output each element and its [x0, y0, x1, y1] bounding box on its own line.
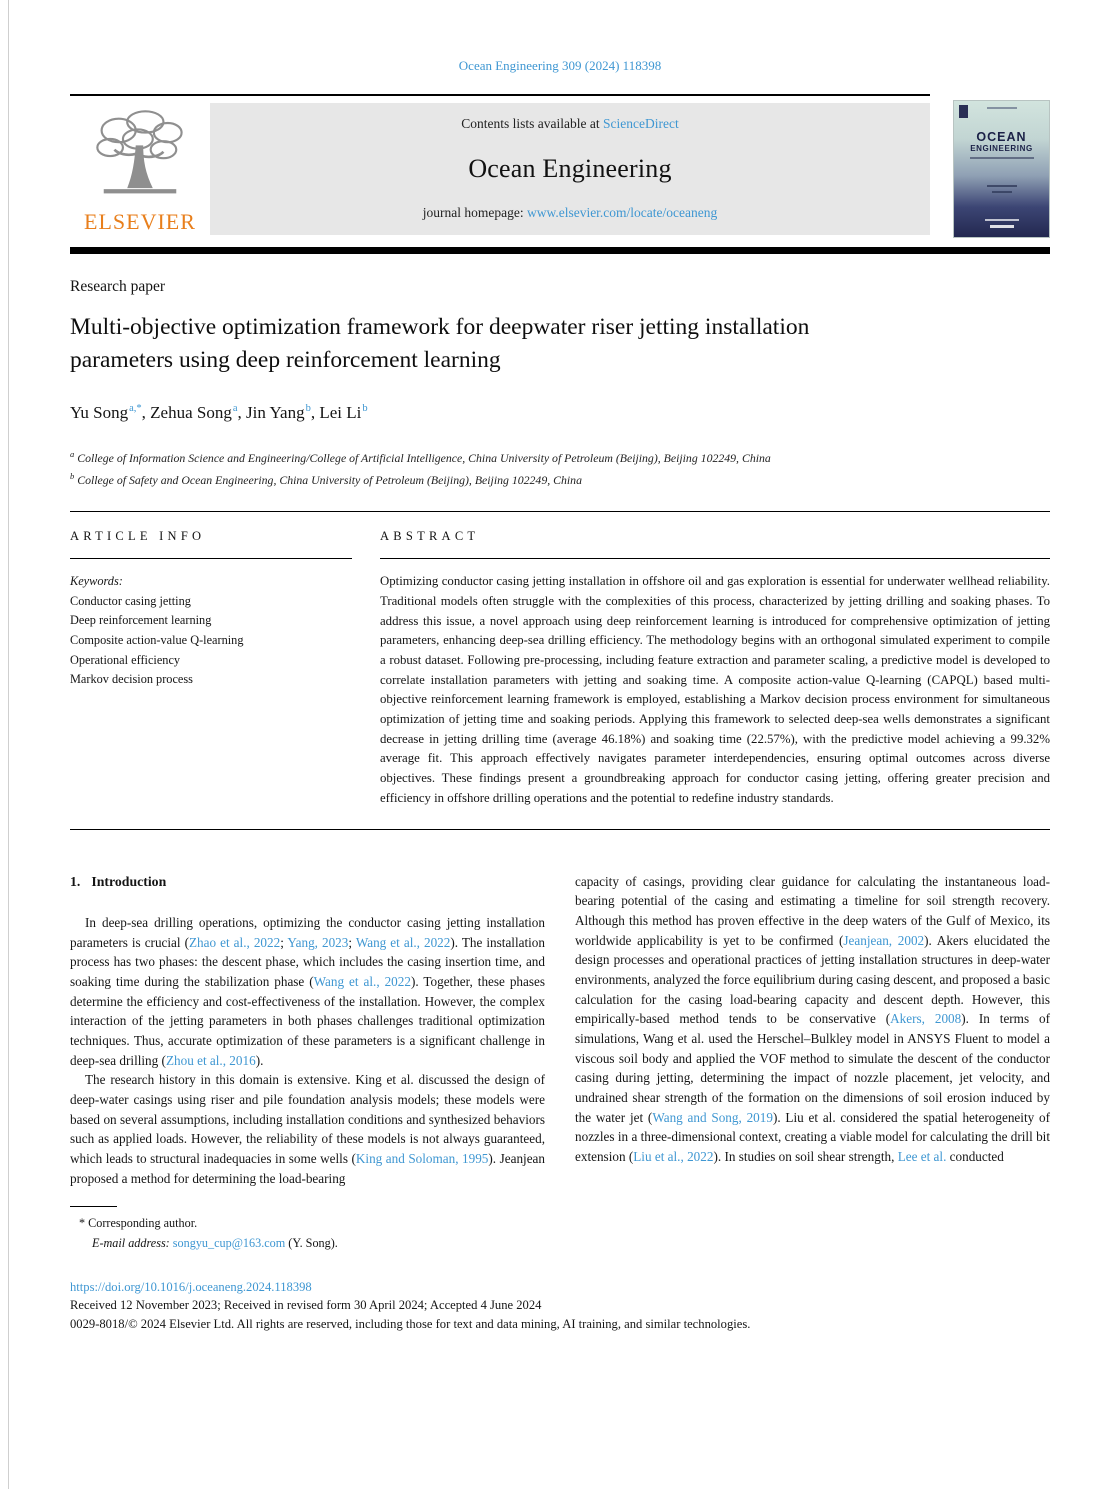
body-column-right [575, 872, 1050, 1189]
citation-link[interactable]: Akers, 2008 [890, 1011, 962, 1027]
doi-link[interactable]: https://doi.org/10.1016/j.oceaneng.2024.118398 [70, 1279, 312, 1294]
citation-link[interactable]: Wang et al., 2022 [313, 974, 411, 990]
citation-link[interactable]: Zhao et al., 2022 [189, 934, 281, 950]
homepage-prefix: journal homepage: [422, 205, 527, 220]
intro-paragraph-1: In deep-sea drilling operations, optimizing the conductor casing jetting installation parameters is crucial (Zhao et al., 2022; Yang, 2023; Wang et al., 2022). The installation process has two phases: the descent phase, which includes the casing insertion time, and soaking time during the stabilization phase (Wang et al., 2022). Together, these phases determine the efficiency and cost-effectiveness of the installation. However, the complex interaction of the jetting parameters in both phases challenges traditional optimization techniques. Thus, accurate optimization of these parameters is a significant challenge in deep-sea drilling (Zhou et al., 2016). [70, 915, 545, 1068]
cover-editor-bar [987, 185, 1017, 187]
journal-cover-thumbnail[interactable] [953, 100, 1050, 238]
citation-link[interactable]: Liu et al., 2022 [633, 1148, 714, 1164]
author-affiliation-ref[interactable]: a,* [129, 403, 142, 415]
footnote-rule [70, 1206, 117, 1207]
footnote-block [70, 1206, 1050, 1253]
affiliation-list [70, 447, 1050, 491]
contents-line [220, 116, 920, 132]
article-title: Multi-objective optimization framework for deepwater riser jetting installation parameters using deep reinforcement learning [70, 314, 810, 373]
article-type-label: Research paper [70, 278, 166, 295]
keyword: Deep reinforcement learning [70, 613, 212, 628]
sciencedirect-link[interactable]: ScienceDirect [603, 116, 679, 131]
intro-paragraph-3: capacity of casings, providing clear guidance for calculating the instantaneous load-bearing potential of the casing and estimating a timeline for soil strength recovery. Although this method has proven effective in the deep waters of the Gulf of Mexico, its worldwide applicability is yet to be confirmed (Jeanjean, 2002). Akers elucidated the design processes and operational practices of jetting installation structures in deep-water environments, analyzed the force equilibrium during casing descent, and proposed a basic calculation for the casing load-bearing capacity and descent depth. However, this empirically-based method tends to be conservative (Akers, 2008). In terms of simulations, Wang et al. used the Herschel–Bulkley model in ANSYS Fluent to model a viscous soil body and applied the VOF method to simulate the descent of the conductor casing during jetting, determining the impact of nozzle placement, jet velocity, and undrained shear strength of the formation on the dimensions of soil erosion induced by the water jet (Wang and Song, 2019). Liu et al. considered the spatial heterogeneity of nozzles in a three-dimensional context, creating a viable model for calculating the drill bit extension (Liu et al., 2022). In studies on soil shear strength, Lee et al. conducted [575, 873, 1050, 1164]
homepage-line [220, 205, 920, 221]
citation-link[interactable]: King and Soloman, 1995 [355, 1151, 489, 1167]
citation-link[interactable]: Zhou et al., 2016 [165, 1052, 256, 1068]
affiliation: $^a$ College of Information Science and Engineering/College of Artificial Intelligence, China University of Petroleum (Beijing), Beijing 102249, China [70, 448, 771, 465]
body-column-left [70, 872, 545, 1189]
email-note: E-mail address: songyu_cup@163.com (Y. Song). [92, 1236, 338, 1250]
cover-editor-bar2 [992, 191, 1012, 193]
author-name: Yu Song$^{a,*}$ [70, 402, 142, 422]
elsevier-logo[interactable] [70, 103, 210, 235]
cover-title: OCEAN ENGINEERING [954, 131, 1049, 159]
keywords-label: Keywords: [70, 574, 123, 589]
citation-link[interactable]: Jeanjean, 2002 [843, 932, 925, 948]
keywords-block [70, 572, 352, 690]
keyword: Conductor casing jetting [70, 593, 191, 608]
author-name: Jin Yang$^b$ [246, 402, 311, 422]
copyright-line: 0029-8018/© 2024 Elsevier Ltd. All rights are reserved, including those for text and data mining, AI training, and similar technologies. [70, 1317, 751, 1332]
journal-reference: Ocean Engineering 309 (2024) 118398 [458, 58, 662, 73]
citation-link[interactable]: Yang, 2023 [287, 934, 349, 950]
introduction-section [70, 872, 1050, 1189]
footer-block [70, 1278, 1050, 1335]
corresponding-author-note: * Corresponding author. [79, 1216, 198, 1231]
abstract-text: Optimizing conductor casing jetting installation in offshore oil and gas exploration is essential for underwater wellhead reliability. Traditional models often struggle with the complexities of this process, characterized by jetting drilling and soaking phases. To address this issue, a novel approach using deep reinforcement learning is introduced for comprehensive optimization of jetting parameters, enhancing deep-sea drilling efficiency. The methodology begins with an orthogonal simulated experiment to compile a robust dataset. Following pre-processing, including feature extraction and parameter scaling, a predictive model is developed to correlate installation parameters with jetting and soaking time. A composite action-value Q-learning (CAPQL) based multi-objective reinforcement learning framework is employed, establishing a Markov decision process environment for simultaneous optimization of jetting time and soaking periods. Applying this framework to selected deep-sea wells demonstrates a significant decrease in jetting drilling time (average 46.18%) and soaking time (22.57%), with the predictive model achieving a 99.32% average fit. This approach effectively navigates parameter interdependencies, ensuring optimal outcomes across diverse objectives. These findings present a groundbreaking approach for conductor casing jetting, offering greater precision and efficiency in offshore drilling operations and the potential to redefine industry standards. [380, 574, 1050, 805]
info-abstract-section [70, 511, 1050, 829]
keyword: Markov decision process [70, 672, 193, 687]
citation-link[interactable]: Wang et al., 2022 [355, 934, 451, 950]
journal-title: Ocean Engineering [468, 153, 672, 183]
affiliation: $^b$ College of Safety and Ocean Engineering, China University of Petroleum (Beijing), Beijing 102249, China [70, 470, 582, 487]
cover-barcode-icon [959, 105, 968, 118]
journal-homepage-link[interactable]: www.elsevier.com/locate/oceaneng [526, 205, 718, 220]
citation-link[interactable]: songyu_cup@163.com [172, 1236, 286, 1250]
keyword: Composite action-value Q-learning [70, 633, 244, 648]
author-affiliation-ref[interactable]: a [232, 403, 238, 415]
journal-banner [210, 103, 930, 235]
author-name: Lei Li$^b$ [319, 402, 368, 422]
cover-footer-bar [985, 219, 1019, 221]
contents-prefix: Contents lists available at [461, 116, 603, 131]
cover-sciencedirect-mark [990, 225, 1014, 228]
received-dates: Received 12 November 2023; Received in revised form 30 April 2024; Accepted 4 June 2024 [70, 1298, 542, 1313]
cover-issn-bar [987, 107, 1017, 109]
elsevier-wordmark: ELSEVIER [84, 209, 196, 234]
intro-paragraph-2: The research history in this domain is extensive. King et al. discussed the design of deep-water casings using riser and pile foundation analysis models; these models were based on several assumptions, including installation conditions and synthesized behaviors such as applied loads. However, the reliability of these models is not always guaranteed, which leads to structural inadequacies in some wells (King and Soloman, 1995). Jeanjean proposed a method for determining the load-bearing [70, 1072, 546, 1186]
citation-link[interactable]: Wang and Song, 2019 [652, 1109, 773, 1125]
header-divider-bar [70, 247, 1050, 254]
section-heading-introduction: 1. Introduction [70, 873, 167, 889]
author-name: Zehua Song$^a$ [150, 402, 238, 422]
citation-link[interactable]: Lee et al. [897, 1148, 947, 1164]
page-edge-line [8, 0, 9, 1489]
abstract-column [380, 529, 1050, 808]
elsevier-tree-icon [84, 107, 196, 208]
article-info-column [70, 529, 352, 808]
cover-subtitle-bar [970, 157, 1034, 159]
keyword: Operational efficiency [70, 652, 181, 667]
abstract-heading: ABSTRACT [380, 529, 1050, 559]
author-affiliation-ref[interactable]: b [305, 403, 311, 415]
journal-masthead [70, 94, 1050, 238]
author-affiliation-ref[interactable]: b [362, 403, 368, 415]
article-info-heading: ARTICLE INFO [70, 529, 352, 559]
author-list: Yu Song$^{a,*}$, Zehua Song$^a$, Jin Yang$^b$, Lei Li$^b$ [70, 402, 368, 422]
